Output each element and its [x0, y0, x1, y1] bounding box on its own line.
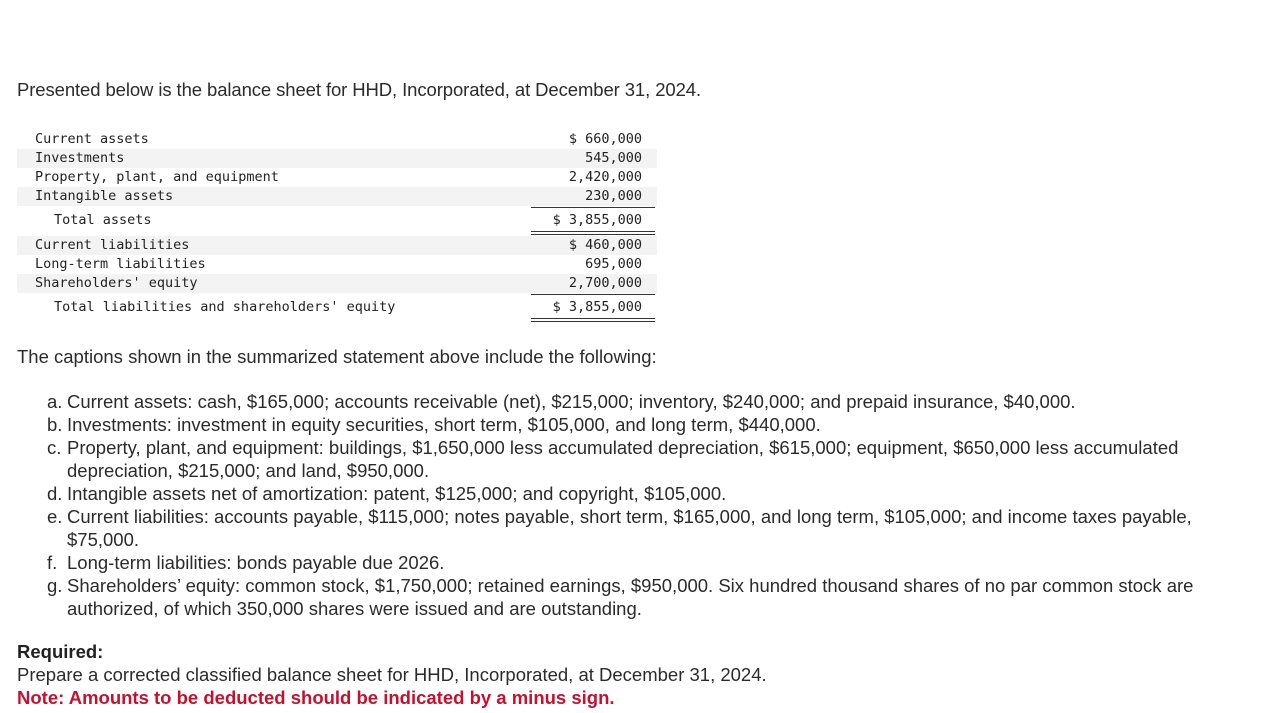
row-amount-ppe: 2,420,000 — [568, 169, 642, 185]
double-rule-bottom — [531, 321, 655, 322]
subtotal-rule — [531, 294, 655, 295]
item-text: Current assets: cash, $165,000; accounts receivable (net), $215,000; inventory, $240,000; and prepaid insurance, $40,000. — [67, 391, 1076, 412]
item-letter: b. — [47, 414, 63, 435]
item-letter: g. — [47, 575, 63, 596]
row-amount-long-term-liabilities: 695,000 — [585, 256, 642, 272]
item-letter: e. — [47, 506, 63, 527]
captions-intro: The captions shown in the summarized statement above include the following: — [17, 346, 657, 367]
row-amount-total-assets: $ 3,855,000 — [552, 212, 642, 228]
row-label-total-liabilities-equity: Total liabilities and shareholders' equity — [54, 299, 396, 315]
list-item — [47, 551, 1227, 574]
row-label-shareholders-equity: Shareholders' equity — [35, 275, 198, 291]
captions-list — [47, 390, 1227, 620]
row-label-investments: Investments — [35, 150, 125, 166]
item-letter: f. — [47, 552, 58, 573]
table-row — [17, 211, 657, 230]
table-row — [17, 149, 657, 168]
item-text: Current liabilities: accounts payable, $115,000; notes payable, short term, $165,000, and long term, $105,000; and income taxes payable, $75,000. — [67, 506, 1192, 550]
item-text: Property, plant, and equipment: buildings, $1,650,000 less accumulated depreciation, $615,000; equipment, $650,000 less accumulated depreciation, $215,000; and land, $950,000. — [67, 437, 1179, 481]
table-row — [17, 187, 657, 206]
row-label-current-assets: Current assets — [35, 131, 149, 147]
list-item — [47, 436, 1227, 482]
double-rule-bottom — [531, 234, 655, 235]
table-row — [17, 236, 657, 255]
list-item — [47, 390, 1227, 413]
row-label-long-term-liabilities: Long-term liabilities — [35, 256, 206, 272]
table-row — [17, 298, 657, 317]
item-letter: a. — [47, 391, 63, 412]
row-label-current-liabilities: Current liabilities — [35, 237, 190, 253]
list-item — [47, 505, 1227, 551]
row-amount-investments: 545,000 — [585, 150, 642, 166]
row-label-ppe: Property, plant, and equipment — [35, 169, 279, 185]
item-letter: c. — [47, 437, 62, 458]
row-amount-shareholders-equity: 2,700,000 — [568, 275, 642, 291]
subtotal-rule — [531, 207, 655, 208]
required-note: Note: Amounts to be deducted should be indicated by a minus sign. — [17, 687, 615, 708]
row-amount-current-assets: $ 660,000 — [568, 131, 642, 147]
row-amount-intangible-assets: 230,000 — [585, 188, 642, 204]
required-section — [17, 640, 1217, 709]
table-row — [17, 274, 657, 293]
item-text: Intangible assets net of amortization: patent, $125,000; and copyright, $105,000. — [67, 483, 727, 504]
item-letter: d. — [47, 483, 63, 504]
item-text: Long-term liabilities: bonds payable due 2026. — [67, 552, 445, 573]
intro-text: Presented below is the balance sheet for HHD, Incorporated, at December 31, 2024. — [17, 79, 701, 100]
table-row — [17, 168, 657, 187]
required-instruction: Prepare a corrected classified balance sheet for HHD, Incorporated, at December 31, 2024. — [17, 664, 767, 685]
list-item — [47, 413, 1227, 436]
double-rule-top — [531, 318, 655, 319]
list-item — [47, 482, 1227, 505]
row-label-intangible-assets: Intangible assets — [35, 188, 174, 204]
required-heading: Required: — [17, 641, 104, 662]
item-text: Shareholders’ equity: common stock, $1,750,000; retained earnings, $950,000. Six hundred thousand shares of no par common stock are authorized, of which 350,000 shares were issued and are outstanding. — [67, 575, 1194, 619]
item-text: Investments: investment in equity securities, short term, $105,000, and long term, $440,000. — [67, 414, 821, 435]
row-label-total-assets: Total assets — [54, 212, 152, 228]
table-row — [17, 130, 657, 149]
table-row — [17, 255, 657, 274]
double-rule-top — [531, 231, 655, 232]
row-amount-current-liabilities: $ 460,000 — [568, 237, 642, 253]
list-item — [47, 574, 1227, 620]
row-amount-total-liabilities-equity: $ 3,855,000 — [552, 299, 642, 315]
